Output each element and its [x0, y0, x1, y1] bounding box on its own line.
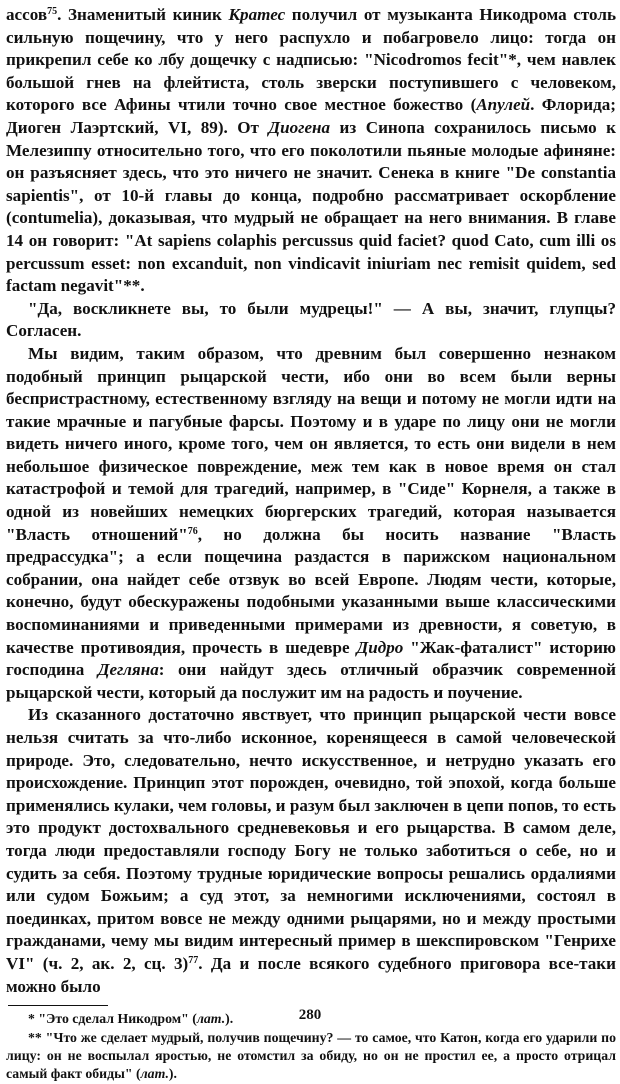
italic-abbrev: лат.	[196, 1011, 226, 1027]
text-run: . Флорида; Диоген Лаэртский, VI, 89). От	[6, 95, 616, 137]
main-text	[6, 4, 616, 998]
text-run: из Синопа сохранилось письмо к Мелезиппу относительно того, что его поколотили пьяные молодые афиняне: он разъясняет здесь, что это ничего не значит. Сенека в книге "De constantia sapientis", от 10-й главы до конца, подробно рассматривает оскорбление (contumelia), доказывая, что мудрый не обращает на него внимания. В главе 14 он говорит: "At sapiens colaphis percussus quid faciet? quod Cato, cum illi os percussum esset: non excanduit, non vindicavit iniuriam nec remisit quidem, sed factam negavit"**.	[6, 117, 617, 296]
text-run: Из сказанного достаточно явствует, что принцип рыцарской чести вовсе нельзя считать за что-либо исконное, коренящееся в самой человеческой природе. Это, следовательно, нечто искусственное, и нетрудно указать его происхождение. Принцип этот порожден, очевидно, той эпохой, когда больше применялись кулаки, чем головы, и разум был заключен в цепи попов, то есть это продукт достохвального средневековья и его рыцарства. В самом деле, тогда люди предоставляли господу Богу не только заботиться о себе, но и судить за себя. Поэтому трудные юридические вопросы решались ордалиями или судом Божьим; а суд этот, за немногими исключениями, состоял в поединках, притом вовсе не между одними рыцарями, но и между простыми гражданами, чему мы видим интересный пример в шекспировском "Генрихе VI" (ч. 2, ак. 2, сц. 3)	[6, 705, 616, 973]
paragraph-3	[6, 343, 616, 705]
text-run: "Жак-фаталист" историю господина	[6, 637, 616, 680]
italic-name: Дидро	[356, 637, 404, 657]
italic-name: Дегляна	[97, 660, 159, 680]
italic-name: Диогена	[268, 117, 331, 137]
text-run: : они найдут здесь отличный образчик современной рыцарской чести, который да послужит им на радость и поучение.	[6, 660, 616, 702]
endnote-ref-75: 75	[47, 6, 58, 17]
text-run: ).	[168, 1066, 177, 1082]
text-run: ).	[225, 1011, 234, 1027]
text-run: * "Это сделал Никодром" (	[28, 1011, 197, 1027]
italic-abbrev: лат.	[140, 1066, 169, 1082]
endnote-ref-77: 77	[188, 954, 199, 966]
paragraph-4	[6, 704, 616, 998]
text-run: . Да и после всякого судебного приговора все-таки можно было	[6, 953, 617, 996]
italic-name: Кратес	[228, 5, 286, 24]
footnote-2	[6, 1029, 616, 1084]
italic-name: Апулей	[476, 95, 531, 115]
footnote-separator	[8, 1005, 108, 1006]
paragraph-2: "Да, воскликнете вы, то были мудрецы!" — А вы, значит, глупцы? Согласен.	[6, 298, 616, 341]
text-run: ассов	[6, 5, 48, 24]
endnote-ref-76: 76	[187, 525, 198, 537]
text-run: получил от музыканта Никодрома столь сильную пощечину, что у него распухло и побагровело лицо: тогда он прикрепил себе ко лбу дощечку с надписью: "Nicodromos fecit"*, чем навлек большой гнев на флейтиста, столь зверски поступившего с человеком, которого все Афины чтили точно свое местное божество (	[6, 5, 616, 115]
text-run: , но должна бы носить название "Власть предрассудка"; а если пощечина раздастся в парижском национальном собрании, она найдет себе отзвук во всей Европе. Людям чести, которые, конечно, будут обескуражены подобными указанными выше классическими воспоминаниями и приведенными примерами из древности, я советую, в качестве противоядия, прочесть в шедевре	[6, 524, 616, 657]
paragraph-1	[6, 4, 616, 298]
text-run: Мы видим, таким образом, что древним был совершенно незнаком подобный принцип рыцарской чести, ибо они во всем были верны беспристрастному, естественному взгляду на вещи и потому не могли идти на такие мрачные и пагубные фарсы. Поэтому и в ударе по лицу они не могли видеть ничего иного, кроме того, чем он является, то есть они видели в нем небольшое физическое повреждение, меж тем как в новое время он стал катастрофой и темой для трагедий, например, в "Сиде" Корнеля, а также в одной из новейших немецких бюргерских трагедий, которая называется "Власть отношений"	[6, 343, 616, 544]
text-run: . Знаменитый киник	[57, 5, 229, 24]
page-number: 280	[298, 1007, 322, 1023]
text-run: ** "Что же сделает мудрый, получив пощечину? — то самое, что Катон, когда его ударили по лицу: он не воспылал яростью, не отомстил за обиду, но он не простил ее, а просто отрицал самый факт обиды" (	[6, 1029, 616, 1082]
